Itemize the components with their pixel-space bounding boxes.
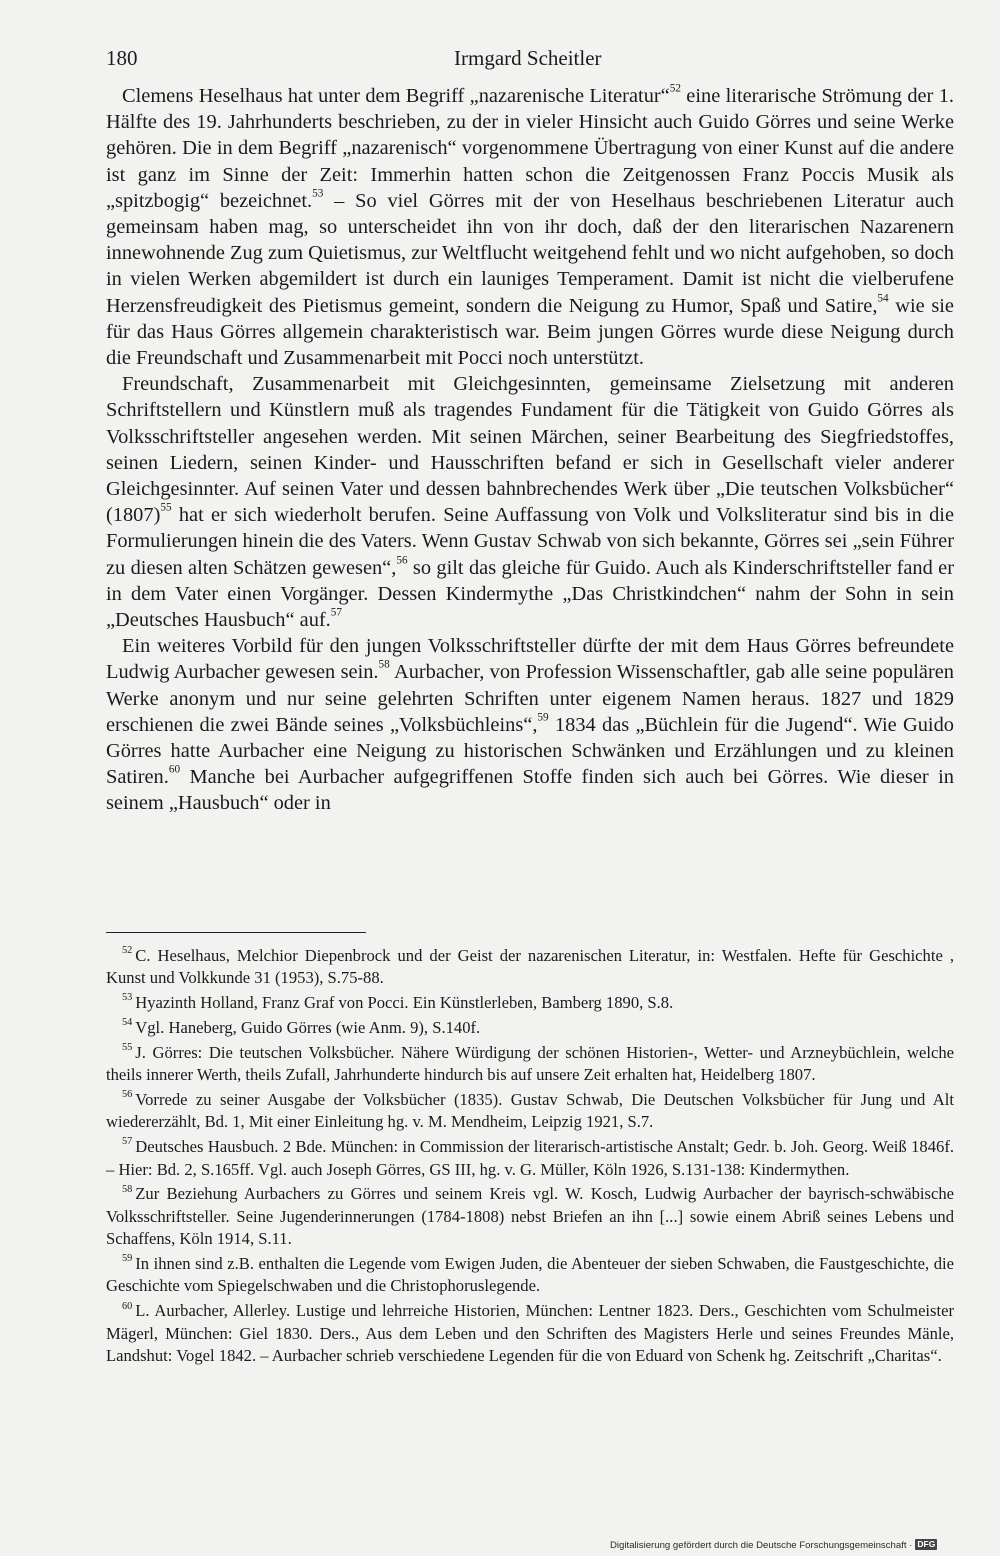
footnote bbox=[106, 1042, 954, 1087]
text-run: Aurbacher, von Profession Wissenschaftler, gab alle seine populären Werke anonym und nur seine gelehrten Schriften unter eigenem Namen heraus. 1827 und 1829 erschienen die zwei Bände seines „Volksbüchleins“, bbox=[106, 661, 954, 736]
footnote-reference: 57 bbox=[330, 606, 342, 619]
footnote-text: Vorrede zu seiner Ausgabe der Volksbücher (1835). Gustav Schwab, Die Deutschen Volksbücher für Jung und Alt wiedererzählt, Bd. 1, Mit einer Einleitung hg. v. M. Mendheim, Leipzig 1921, S.7. bbox=[106, 1090, 954, 1132]
footnote bbox=[106, 1089, 954, 1134]
footnote-reference: 54 bbox=[877, 291, 889, 304]
footnote-separator bbox=[106, 932, 366, 933]
footnote-reference: 53 bbox=[312, 187, 324, 200]
text-run: Ein weiteres Vorbild für den jungen Volksschriftsteller dürfte der mit dem Haus Görres befreundete Ludwig Aurbacher gewesen sein. bbox=[106, 635, 954, 684]
footnote-reference: 59 bbox=[537, 711, 549, 724]
footnote-number: 59 bbox=[122, 1253, 133, 1265]
footnote-reference: 52 bbox=[669, 82, 681, 95]
paragraph bbox=[106, 371, 954, 633]
footnotes bbox=[106, 945, 954, 1370]
footnote-number: 54 bbox=[122, 1017, 133, 1029]
footnote bbox=[106, 1017, 954, 1039]
text-run: wie sie für das Haus Görres allgemein charakteristisch war. Beim jungen Görres wurde diese Neigung durch die Freundschaft und Zusammenarbeit mit Pocci noch unterstützt. bbox=[106, 294, 954, 370]
footnote bbox=[106, 945, 954, 990]
footnote bbox=[106, 1183, 954, 1250]
footnote-number: 52 bbox=[122, 945, 133, 957]
text-run: – So viel Görres mit der von Heselhaus beschriebenen Literatur auch gemeinsam haben mag, so unterscheidet ihn von ihr doch, daß der den literarischen Nazarenern innewohnende Zug zum Quietismus, zur Weltflucht weitgehend fehlt und wo nicht aufgehoben, so doch in vielen Werken abgemildert ist durch ein launiges Temperament. Damit ist nicht die vielberufene Herzensfreudigkeit des Pietismus gemeint, sondern die Neigung zu Humor, Spaß und Satire, bbox=[106, 189, 954, 317]
body-text bbox=[106, 83, 954, 817]
footnote-number: 56 bbox=[122, 1089, 133, 1101]
text-run: Manche bei Aurbacher aufgegriffenen Stoffe finden sich auch bei Görres. Wie dieser in seinem „Hausbuch“ oder in bbox=[106, 766, 954, 815]
dfg-logo: DFG bbox=[917, 1539, 936, 1549]
footnote-reference: 56 bbox=[396, 554, 408, 566]
footnote-number: 58 bbox=[122, 1183, 133, 1195]
footnote-number: 53 bbox=[122, 992, 133, 1004]
footnote-reference: 60 bbox=[168, 763, 181, 776]
footnote-text: Hyazinth Holland, Franz Graf von Pocci. Ein Künstlerleben, Bamberg 1890, S.8. bbox=[135, 993, 674, 1013]
footnote-reference: 55 bbox=[160, 501, 172, 514]
footnote-text: C. Heselhaus, Melchior Diepenbrock und der Geist der nazarenischen Literatur, in: Westfalen. Hefte für Geschichte , Kunst und Volkkunde 31 (1953), S.75-88. bbox=[106, 946, 954, 988]
footnote bbox=[106, 1300, 954, 1367]
paragraph bbox=[106, 633, 954, 816]
page-number: 180 bbox=[106, 46, 138, 70]
text-run: 1834 das „Büchlein für die Jugend“. Wie Guido Görres hatte Aurbacher eine Neigung zu historischen Schwänken und Erzählungen und zu kleinen Satiren. bbox=[106, 713, 954, 789]
digitization-credit bbox=[610, 1539, 994, 1553]
paragraph bbox=[106, 83, 954, 371]
credit-text: Digitalisierung gefördert durch die Deutsche Forschungsgemeinschaft · bbox=[610, 1540, 913, 1551]
footnote-reference: 58 bbox=[378, 658, 390, 671]
page-header bbox=[106, 46, 954, 76]
footnote-number: 55 bbox=[122, 1042, 133, 1054]
footnote bbox=[106, 1136, 954, 1181]
text-run: Freundschaft, Zusammenarbeit mit Gleichgesinnten, gemeinsame Zielsetzung mit anderen Schriftstellern und Künstlern muß als tragendes Fundament für die Tätigkeit von Guido Görres als Volksschriftsteller angesehen werden. Mit seinen Märchen, seiner Bearbeitung des Siegfriedstoffes, seinen Liedern, seinen Kinder- und Hausschriften befand er sich in Gesellschaft vieler anderer Gleichgesinnter. Auf seinen Vater und dessen bahnbrechendes Werk über „Die teutschen Volksbücher“ (1807) bbox=[106, 373, 954, 527]
footnote-number: 57 bbox=[122, 1136, 133, 1148]
footnote-text: J. Görres: Die teutschen Volksbücher. Nähere Würdigung der schönen Historien-, Wetter- und Arzneybüchlein, welche theils innerer Werth, theils Zufall, Jahrhunderte hindurch bis auf unsere Zeit erhalten hat, Heidelberg 1807. bbox=[106, 1042, 954, 1085]
text-run: Clemens Heselhaus hat unter dem Begriff „nazarenische Literatur“ bbox=[122, 85, 670, 107]
footnote bbox=[106, 1253, 954, 1298]
text-run: so gilt das gleiche für Guido. Auch als Kinderschriftsteller fand er in dem Vater einen Vorgänger. Dessen Kindermythe „Das Christkindchen“ nahm der Sohn in sein „Deutsches Hausbuch“ auf. bbox=[106, 556, 954, 632]
footnote-text: L. Aurbacher, Allerley. Lustige und lehrreiche Historien, München: Lentner 1823. Ders., Geschichten vom Schulmeister Mägerl, München: Giel 1830. Ders., Aus dem Leben und den Schriften des Magisters Herle und seines Freundes Mänle, Landshut: Vogel 1842. – Aurbacher schrieb verschiedene Legenden für die von Eduard von Schenk hg. Zeitschrift „Charitas“. bbox=[106, 1301, 954, 1366]
footnote-text: Zur Beziehung Aurbachers zu Görres und seinem Kreis vgl. W. Kosch, Ludwig Aurbacher der bayrisch-schwäbische Volksschriftsteller. Seine Jugenderinnerungen (1784-1808) nebst Briefen an ihn [...] sowie einem Abriß seines Lebens und Schaffens, Köln 1914, S.11. bbox=[106, 1184, 954, 1249]
footnote-text: Deutsches Hausbuch. 2 Bde. München: in Commission der literarisch-artistische Anstalt; Gedr. b. Joh. Georg. Weiß 1846f. – Hier: Bd. 2, S.165ff. Vgl. auch Joseph Görres, GS III, hg. v. G. Müller, Köln 1926, S.131-138: Kindermythen. bbox=[106, 1137, 954, 1179]
footnote-text: In ihnen sind z.B. enthalten die Legende vom Ewigen Juden, die Abenteuer der sieben Schwaben, die Faustgeschichte, die Geschichte vom Spiegelschwaben und die Christophoruslegende. bbox=[106, 1254, 954, 1296]
text-run: hat er sich wiederholt berufen. Seine Auffassung von Volk und Volksliteratur sind bis in die Formulierungen hinein die des Vaters. Wenn Gustav Schwab von sich bekannte, Görres sei „sein Führer zu diesen alten Schätzen gewesen“, bbox=[106, 504, 954, 579]
footnote bbox=[106, 992, 954, 1014]
running-head: Irmgard Scheitler bbox=[454, 46, 602, 70]
text-run: eine literarische Strömung der 1. Hälfte des 19. Jahrhunderts beschrieben, zu der in vieler Hinsicht auch Guido Görres und seine Werke gehören. Die in dem Begriff „nazarenisch“ vorgenommene Übertragung von einer Kunst auf die andere ist ganz im Sinne der Zeit: Immerhin hatten schon die Zeitgenossen Franz Poccis Musik als „spitzbogig“ bezeichnet. bbox=[106, 85, 954, 212]
footnote-number: 60 bbox=[122, 1300, 133, 1312]
footnote-text: Vgl. Haneberg, Guido Görres (wie Anm. 9), S.140f. bbox=[135, 1018, 481, 1037]
